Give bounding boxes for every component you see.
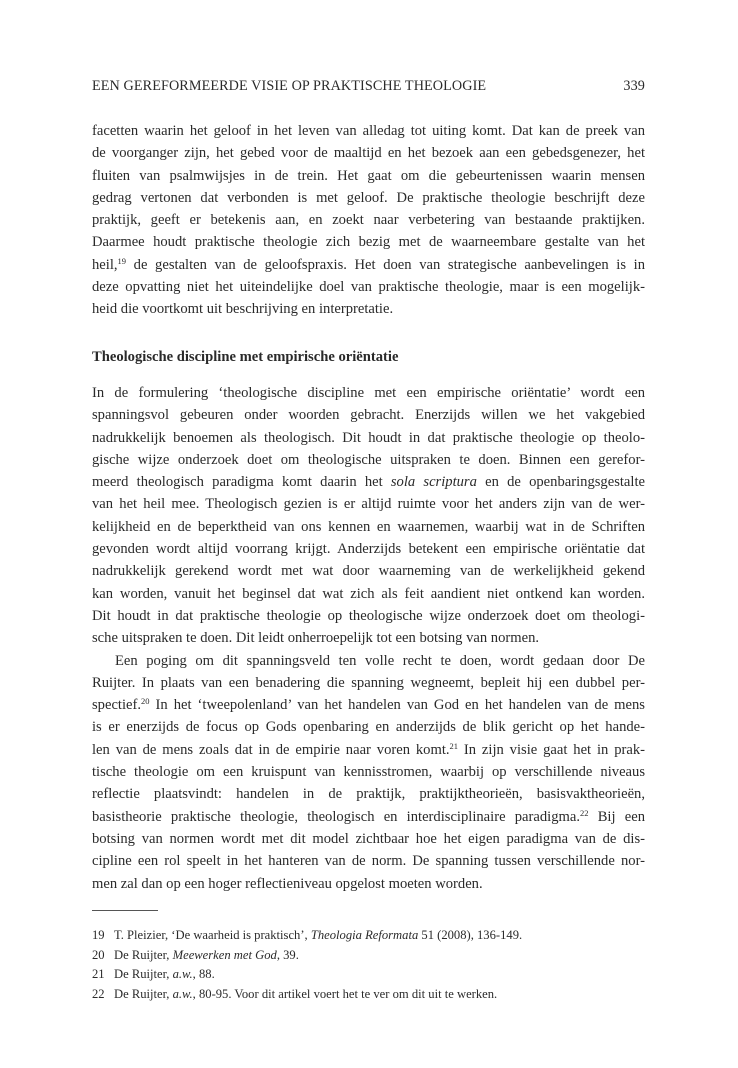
text-line: Daarmee houdt praktische theologie zich bezig met de waarneembare gestalte van het: [92, 234, 645, 251]
footnote-ref-20[interactable]: 20: [141, 696, 150, 707]
footnote-title: a.w.: [172, 967, 193, 982]
text-segment: heil,: [92, 256, 118, 273]
footnote-number: 20: [92, 947, 105, 962]
page-number: 339: [623, 78, 645, 94]
text-line: [92, 254, 645, 276]
text-line: facetten waarin het geloof in het leven van alledag tot uiting komt. Dat kan de preek van: [92, 123, 645, 139]
paragraph-2: [92, 382, 645, 895]
text-line: tische theologie om een kruispunt van kennisstromen, waarbij op verschillende niveaus: [92, 764, 645, 781]
text-line: botsing van normen wordt met dit model zichtbaar hoe het eigen paradigma van de dis-: [92, 830, 645, 847]
text-segment: In zijn visie gaat het in prak-: [458, 741, 645, 758]
footnote-number: 22: [92, 986, 105, 1001]
text-line: Dit houdt in dat praktische theologie op theologische wijze onderzoek doet om theologi-: [92, 607, 645, 624]
running-title: EEN GEREFORMEERDE VISIE OP PRAKTISCHE THEOLOGIE: [92, 78, 487, 94]
section-heading: Theologische discipline met empirische oriëntatie: [92, 349, 399, 365]
footnote-20: [92, 946, 645, 966]
footnote-ref-22[interactable]: 22: [580, 807, 589, 818]
text-segment: en de openbaringsgestalte: [476, 474, 645, 491]
footnote-number: 19: [92, 928, 105, 942]
text-line: praktijk, geeft er betekenis aan, en zoekt naar verbetering van bestaande praktijken.: [92, 212, 645, 229]
text-line: cipline een rol speelt in het hanteren van de norm. De spanning tussen verschillende nor-: [92, 853, 645, 870]
footnote-text: [114, 946, 299, 966]
footnote-segment: De Ruijter,: [114, 967, 173, 982]
text-line: [92, 471, 645, 493]
italic-term: sola scriptura: [390, 474, 477, 491]
footnote-ref-21[interactable]: 21: [449, 740, 459, 751]
footnote-segment: De Ruijter,: [114, 947, 173, 962]
footnote-22: [92, 985, 645, 1005]
footnote-title: Meewerken met God: [172, 947, 277, 962]
text-line: [92, 694, 645, 716]
text-line: de voorganger zijn, het gebed voor de maaltijd en het bezoek aan een gebedsgenezer, het: [92, 145, 645, 162]
text-line: gedrag vertonen dat verbonden is met geloof. De praktische theologie beschrijft deze: [92, 189, 645, 206]
footnote-segment: , 39.: [276, 947, 299, 962]
text-line: [92, 806, 645, 828]
footnote-19: [92, 926, 645, 946]
footnote-segment: T. Pleizier, ‘De waarheid is praktisch’,: [114, 928, 311, 942]
text-line: deze opvatting niet het uiteindelijke doel van praktische theologie, maar is een mogelijk-: [92, 279, 645, 296]
text-line: Ruijter. In plaats van een benadering die spanning wegneemt, bepleit hij een dubbel per-: [92, 674, 645, 691]
text-line: nadrukkelijk benoemen als theologisch. Dit houdt in dat praktische theologie op theolo-: [92, 429, 645, 446]
text-segment: basistheorie praktische theologie, theologisch en interdisciplinaire paradigma.: [92, 808, 580, 825]
text-segment: meerd theologisch paradigma komt daarin het: [92, 474, 391, 491]
text-segment: Bij een: [588, 808, 645, 825]
text-line: gische wijze onderzoek doet om theologische uitspraken te doen. Binnen een gerefor-: [92, 451, 645, 468]
footnote-segment: , 80-95. Voor dit artikel voert het te ver om dit uit te werken.: [192, 986, 498, 1001]
text-segment: spectief.: [92, 697, 142, 714]
footnote-title: Theologia Reformata: [310, 928, 419, 942]
text-line: kelijkheid en de beperktheid van ons kennen en waarnemen, waarbij wat in de Schriften: [92, 518, 645, 535]
text-line: gevonden wordt altijd voorrang krijgt. Anderzijds betekent een empirische oriëntatie dat: [92, 541, 645, 558]
text-line: nadrukkelijk gerekend wordt met wat door waarneming van de werkelijkheid gekend: [92, 563, 645, 580]
text-line: sche uitspraken te doen. Dit leidt onherroepelijk tot een botsing van normen.: [92, 630, 540, 647]
footnote-number: 21: [92, 967, 105, 982]
footnote-ref-19[interactable]: 19: [117, 255, 127, 266]
text-segment: de gestalten van de geloofspraxis. Het doen van strategische aanbevelingen is in: [126, 256, 645, 273]
text-segment: len van de mens zoals dat in de empirie naar voren komt.: [92, 741, 450, 758]
text-line: Een poging om dit spanningsveld ten volle recht te doen, wordt gedaan door De: [115, 652, 645, 669]
text-line: reflectie plaatsvindt: handelen in de praktijk, praktijktheorieën, basisvaktheorieën,: [92, 786, 645, 803]
footnote-title: a.w.: [172, 986, 193, 1001]
running-head: [92, 78, 645, 95]
text-line: heid die voortkomt uit beschrijving en interpretatie.: [92, 301, 394, 318]
text-line: In de formulering ‘theologische discipline met een empirische oriëntatie’ wordt een: [92, 385, 645, 401]
text-line: van het heil mee. Theologisch gezien is er altijd ruimte voor het anders zijn van de wer-: [92, 496, 645, 513]
text-line: [92, 739, 645, 761]
footnote-21: [92, 965, 645, 985]
footnote-segment: , 88.: [192, 967, 215, 982]
footnote-text: [114, 926, 522, 946]
text-line: men zal dan op een hoger reflectieniveau opgelost moeten worden.: [92, 875, 483, 892]
text-line: is er enerzijds de focus op Gods openbaring en anderzijds de blik gericht op het hande-: [92, 719, 645, 736]
text-segment: In het ‘tweepolenland’ van het handelen van God en het handelen van de mens: [149, 697, 645, 714]
text-line: fluiten van psalmwijsjes in de trein. Het gaat om die gebeurtenissen waarin mensen: [92, 167, 645, 184]
text-line: kan worden, vanuit het beginsel dat wat zich als feit aandient niet ontkend kan worden.: [92, 585, 645, 602]
footnote-segment: De Ruijter,: [114, 986, 173, 1001]
footnote-text: [114, 965, 215, 985]
footnote-separator: [92, 910, 158, 911]
footnote-text: [114, 985, 497, 1005]
paragraph-1: [92, 120, 645, 321]
text-line: spanningsvol gebeuren onder woorden gebracht. Enerzijds willen we het vakgebied: [92, 407, 645, 424]
footnotes: [92, 926, 645, 1004]
footnote-segment: 51 (2008), 136-149.: [418, 928, 523, 942]
